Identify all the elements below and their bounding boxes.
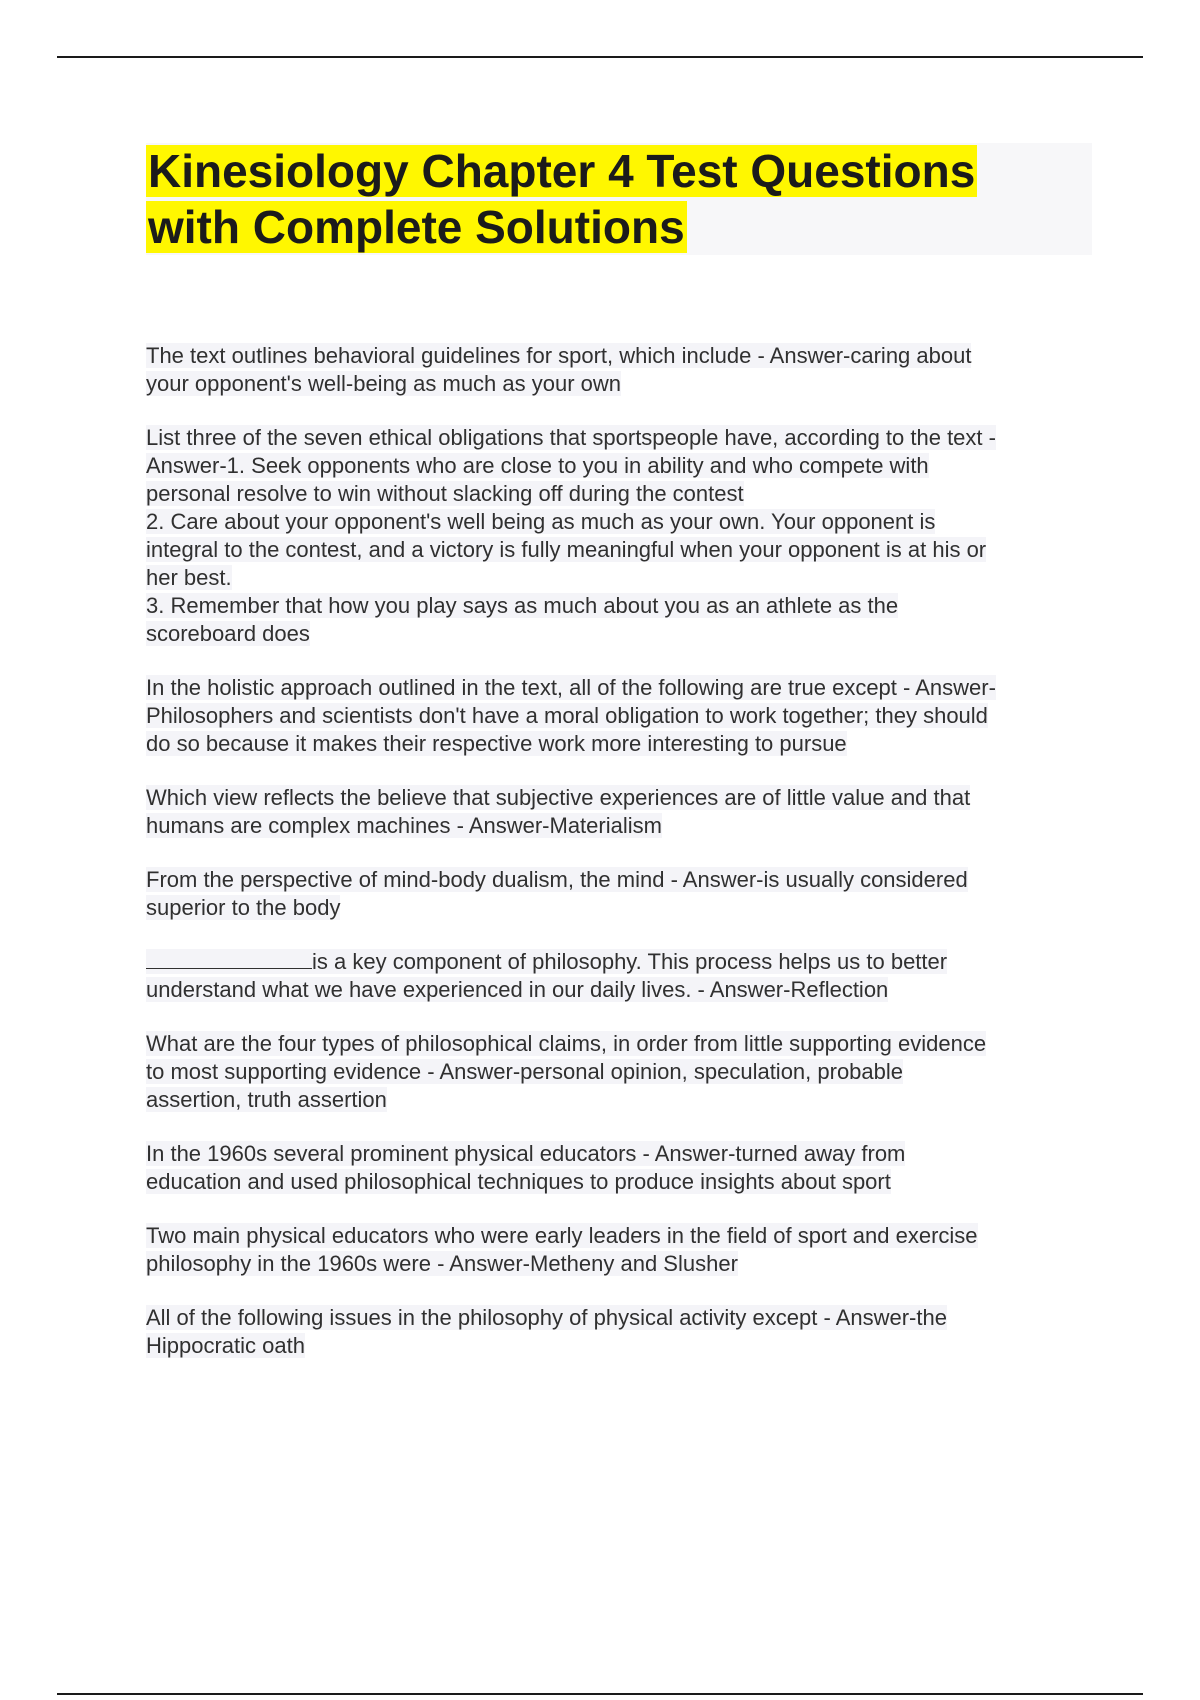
top-divider xyxy=(57,56,1143,58)
qa-line: 2. Care about your opponent's well being as much as your own. Your opponent is xyxy=(146,509,936,534)
qa-line: to most supporting evidence - Answer-personal opinion, speculation, probable xyxy=(146,1059,904,1084)
qa-line: All of the following issues in the philosophy of physical activity except - Answer-the xyxy=(146,1305,947,1330)
qa-line: superior to the body xyxy=(146,895,341,920)
qa-line: Answer-1. Seek opponents who are close to you in ability and who compete with xyxy=(146,453,929,478)
qa-line: The text outlines behavioral guidelines for sport, which include - Answer-caring about xyxy=(146,343,972,368)
qa-line: List three of the seven ethical obligations that sportspeople have, according to the text - xyxy=(146,425,996,450)
qa-line: scoreboard does xyxy=(146,621,310,646)
qa-line: do so because it makes their respective work more interesting to pursue xyxy=(146,731,847,756)
qa-item-2 xyxy=(146,424,1092,648)
qa-line: Two main physical educators who were early leaders in the field of sport and exercise xyxy=(146,1223,978,1248)
bottom-divider xyxy=(57,1693,1143,1695)
document-title xyxy=(146,143,1092,255)
qa-item-6 xyxy=(146,948,1092,1004)
qa-line: education and used philosophical techniques to produce insights about sport xyxy=(146,1169,891,1194)
qa-line: Hippocratic oath xyxy=(146,1333,305,1358)
qa-line: In the 1960s several prominent physical educators - Answer-turned away from xyxy=(146,1141,906,1166)
qa-line: Philosophers and scientists don't have a moral obligation to work together; they should xyxy=(146,703,988,728)
qa-item-3 xyxy=(146,674,1092,758)
title-block xyxy=(146,143,1092,255)
qa-line: Which view reflects the believe that subjective experiences are of little value and that xyxy=(146,785,971,810)
qa-item-4 xyxy=(146,784,1092,840)
qa-line: assertion, truth assertion xyxy=(146,1087,387,1112)
qa-item-1 xyxy=(146,342,1092,398)
qa-line: her best. xyxy=(146,565,232,590)
qa-line: In the holistic approach outlined in the text, all of the following are true except - Answer- xyxy=(146,675,996,700)
fill-in-blank xyxy=(146,948,312,969)
qa-line: From the perspective of mind-body dualism, the mind - Answer-is usually considered xyxy=(146,867,968,892)
qa-line: philosophy in the 1960s were - Answer-Metheny and Slusher xyxy=(146,1251,738,1276)
qa-line: humans are complex machines - Answer-Materialism xyxy=(146,813,662,838)
qa-line: What are the four types of philosophical claims, in order from little supporting evidence xyxy=(146,1031,987,1056)
title-line-2: with Complete Solutions xyxy=(148,201,685,253)
qa-list xyxy=(146,342,1092,1386)
qa-item-8 xyxy=(146,1140,1092,1196)
qa-line: integral to the contest, and a victory is fully meaningful when your opponent is at his or xyxy=(146,537,987,562)
qa-item-7 xyxy=(146,1030,1092,1114)
qa-item-5 xyxy=(146,866,1092,922)
qa-item-10 xyxy=(146,1304,1092,1360)
qa-line: understand what we have experienced in our daily lives. - Answer-Reflection xyxy=(146,977,889,1002)
qa-line: your opponent's well-being as much as your own xyxy=(146,371,622,396)
qa-line: 3. Remember that how you play says as much about you as an athlete as the xyxy=(146,593,899,618)
title-line-1: Kinesiology Chapter 4 Test Questions xyxy=(148,145,976,197)
qa-line: is a key component of philosophy. This process helps us to better xyxy=(312,949,948,974)
qa-item-9 xyxy=(146,1222,1092,1278)
qa-line: personal resolve to win without slacking off during the contest xyxy=(146,481,744,506)
